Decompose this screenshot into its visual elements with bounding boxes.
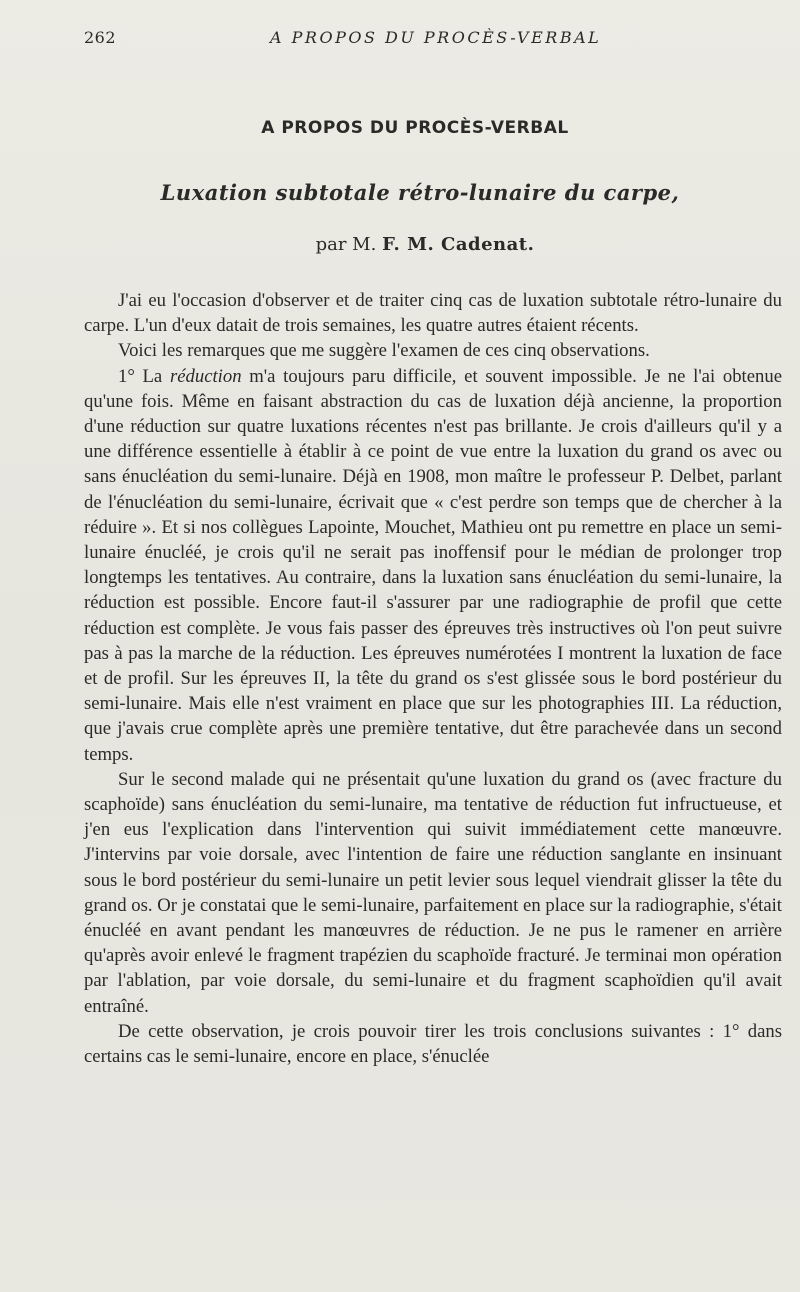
body-text [84,288,782,1069]
paragraph-5: De cette observation, je crois pouvoir tirer les trois conclusions suivantes : 1° dans certains cas le semi-lunaire, encore en place, s'énuclée [84,1020,782,1068]
paragraph-3-lead: 1° La [118,365,163,387]
paragraph-3-rest: m'a toujours paru difficile, et souvent impossible. Je ne l'ai obtenue qu'une fois. Même en faisant abstraction du cas de luxation déjà ancienne, la proportion d'une réduction sur quatre luxations récentes n'est pas brillante. Je crois d'ailleurs qu'il y a une différence essentielle à établir à ce point de vue entre la luxation du grand os avec ou sans énucléation du semi-lunaire. Déjà en 1908, mon maître le professeur P. Delbet, parlant de l'énucléation du semi-lunaire, écrivait que « c'est perdre son temps que de chercher à la réduire ». Et si nos collègues Lapointe, Mouchet, Mathieu ont pu remettre en place un semi-lunaire énucléé, je crois qu'il ne serait pas inoffensif pour le médian de prolonger trop longtemps les tentatives. Au contraire, dans la luxation sans énucléation du semi-lunaire, la réduction est possible. Encore faut-il s'assurer par une radiographie de profil que cette réduction est complète. Je vous fais passer des épreuves très instructives où l'on peut suivre pas à pas la marche de la réduction. Les épreuves numérotées I montrent la luxation de face et de profil. Sur les épreuves II, la tête du grand os s'est glissée sous le bord postérieur du semi-lunaire. Mais elle n'est vraiment en place que sur les photographies III. La réduction, que j'avais crue complète après une première tentative, dut être parachevée dans un second temps. [84,365,783,765]
running-title: A PROPOS DU PROCÈS-VERBAL [270,28,602,47]
paragraph-2: Voici les remarques que me suggère l'examen de ces cinq observations. [118,340,650,362]
paragraph-1: J'ai eu l'occasion d'observer et de traiter cinq cas de luxation subtotale rétro-lunaire du carpe. L'un d'eux datait de trois semaines, les quatre autres étaient récents. [84,290,782,337]
paragraph-3-emphasis: réduction [169,365,242,387]
article-subtitle: Luxation subtotale rétro-lunaire du carpe, [160,180,680,205]
article-title: A PROPOS DU PROCÈS-VERBAL [261,118,569,138]
author-name: F. M. Cadenat. [382,234,535,255]
paragraph-3 [84,364,782,767]
page-number: 262 [84,28,117,47]
paragraph-4: Sur le second malade qui ne présentait qu'une luxation du grand os (avec fracture du scaphoïde) sans énucléation du semi-lunaire, ma tentative de réduction fut infructueuse, et j'en eus l'explication dans l'intervention qui suivit immédiatement cette manœuvre. J'intervins par voie dorsale, avec l'intention de faire une réduction sanglante en insinuant sous le bord postérieur du semi-lunaire un petit levier sous lequel viendrait glisser la tête du grand os. Or je constatai que le semi-lunaire, parfaitement en place sur la radiographie, s'était énucléé en avant pendant les manœuvres de réduction. Je ne pus le ramener en arrière qu'après avoir enlevé le fragment trapézien du scaphoïde fracturé. Je terminai mon opération par l'ablation, par voie dorsale, du semi-lunaire et du fragment scaphoïdien qu'il avait entraîné. [84,768,782,1017]
running-header [84,28,776,52]
byline [0,234,800,255]
byline-prefix: par M. [315,234,377,255]
